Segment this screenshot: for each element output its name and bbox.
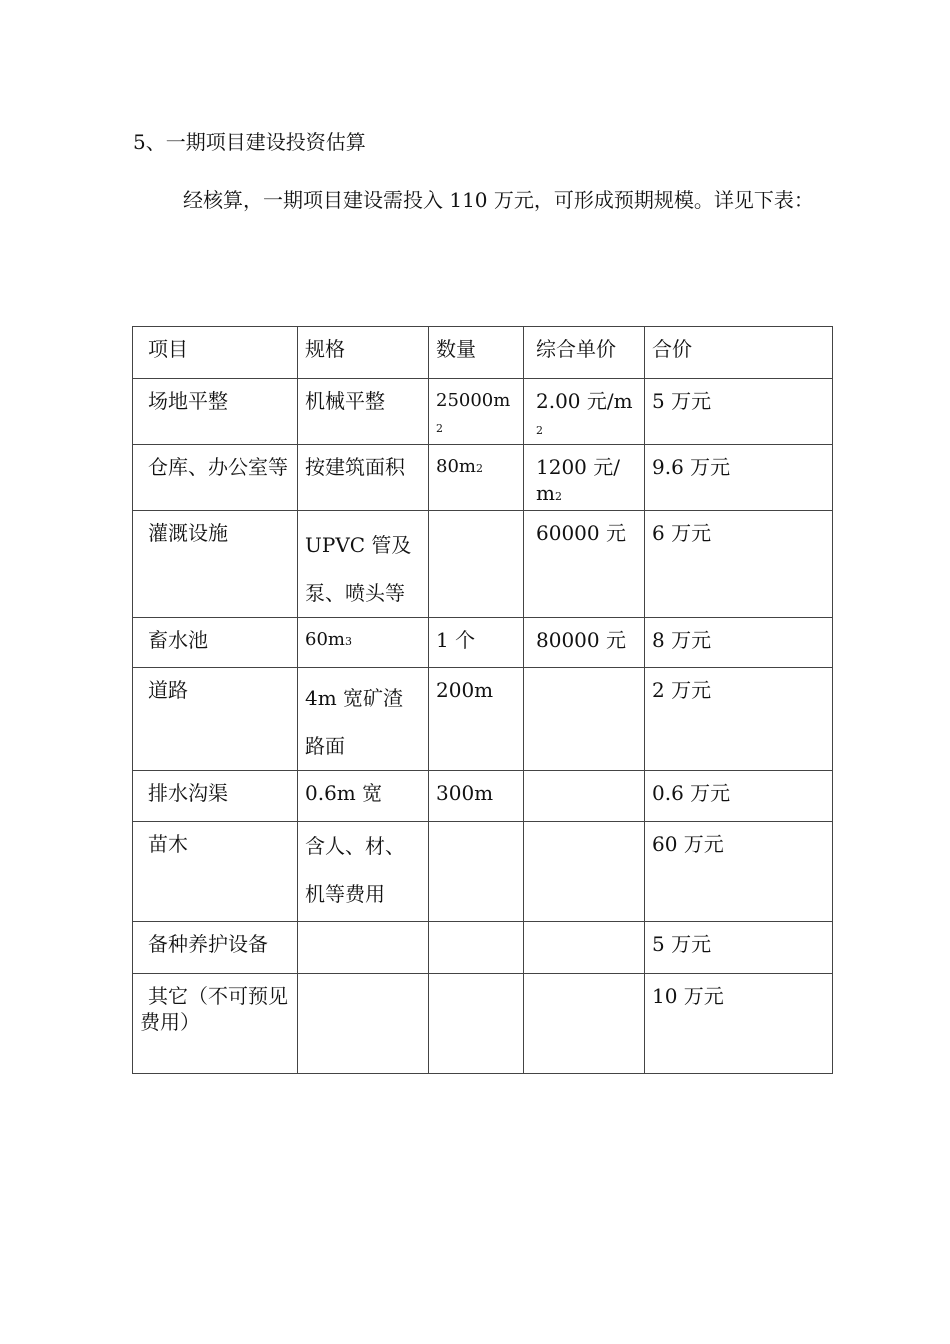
header-cell: 规格 [298,327,429,379]
table-row [133,822,833,922]
spec-cell [298,922,429,974]
price-cell: 60000 元 [524,511,645,618]
total-cell: 5 万元 [645,379,833,445]
unit-superscript: 2 [554,490,562,503]
price-cell [524,771,645,822]
spec-text: UPVC 管及泵、喷头等 [305,533,412,605]
qty-cell [429,445,524,511]
item-cell: 场地平整 [133,379,298,445]
spec-cell [298,974,429,1074]
qty-text: 25000m [436,390,511,411]
section-heading: 5、一期项目建设投资估算 [133,130,366,154]
spec-cell [298,668,429,771]
qty-cell: 300m [429,771,524,822]
table-row [133,445,833,511]
price-cell [524,379,645,445]
item-cell: 排水沟渠 [133,771,298,822]
item-cell: 苗木 [133,822,298,922]
total-cell: 6 万元 [645,511,833,618]
price-cell [524,445,645,511]
spec-cell: 0.6m 宽 [298,771,429,822]
qty-cell [429,822,524,922]
price-text: 1200 元/m [536,455,620,505]
investment-estimate-table [132,326,833,1074]
total-cell: 60 万元 [645,822,833,922]
unit-superscript: 2 [475,462,483,475]
qty-cell: 1 个 [429,618,524,668]
spec-cell [298,511,429,618]
price-cell [524,822,645,922]
total-cell: 5 万元 [645,922,833,974]
table-row [133,379,833,445]
spec-cell [298,618,429,668]
header-cell: 合价 [645,327,833,379]
spec-cell [298,822,429,922]
qty-cell: 200m [429,668,524,771]
header-cell: 项目 [133,327,298,379]
spec-text: 4m 宽矿渣路面 [305,686,404,758]
header-cell: 综合单价 [524,327,645,379]
item-cell [133,974,298,1074]
table-row [133,618,833,668]
qty-cell [429,379,524,445]
table-row [133,668,833,771]
item-cell: 备种养护设备 [133,922,298,974]
intro-paragraph: 经核算，一期项目建设需投入 110 万元，可形成预期规模。详见下表： [183,188,814,212]
item-text: 仓库、办公室等 [148,455,288,479]
table-row [133,922,833,974]
qty-text: 80m [436,456,476,477]
qty-cell [429,511,524,618]
table-row [133,974,833,1074]
price-cell [524,922,645,974]
price-cell: 80000 元 [524,618,645,668]
qty-cell [429,922,524,974]
price-cell [524,668,645,771]
spec-text: 60m [305,629,345,650]
total-cell: 9.6 万元 [645,445,833,511]
item-cell [133,445,298,511]
unit-superscript: 2 [536,424,543,437]
price-cell [524,974,645,1074]
price-text: 2.00 元/m [536,389,633,413]
total-cell: 0.6 万元 [645,771,833,822]
item-text: 其它（不可预见费用） [140,984,288,1034]
unit-superscript: 3 [344,635,352,648]
header-cell: 数量 [429,327,524,379]
unit-superscript: 2 [436,422,443,435]
total-cell: 2 万元 [645,668,833,771]
table-row [133,511,833,618]
item-cell: 灌溉设施 [133,511,298,618]
qty-cell [429,974,524,1074]
item-cell: 畜水池 [133,618,298,668]
item-cell: 道路 [133,668,298,771]
spec-text: 含人、材、机等费用 [305,834,405,906]
table-header-row [133,327,833,379]
spec-cell: 按建筑面积 [298,445,429,511]
table-row [133,771,833,822]
total-cell: 10 万元 [645,974,833,1074]
total-cell: 8 万元 [645,618,833,668]
spec-cell: 机械平整 [298,379,429,445]
